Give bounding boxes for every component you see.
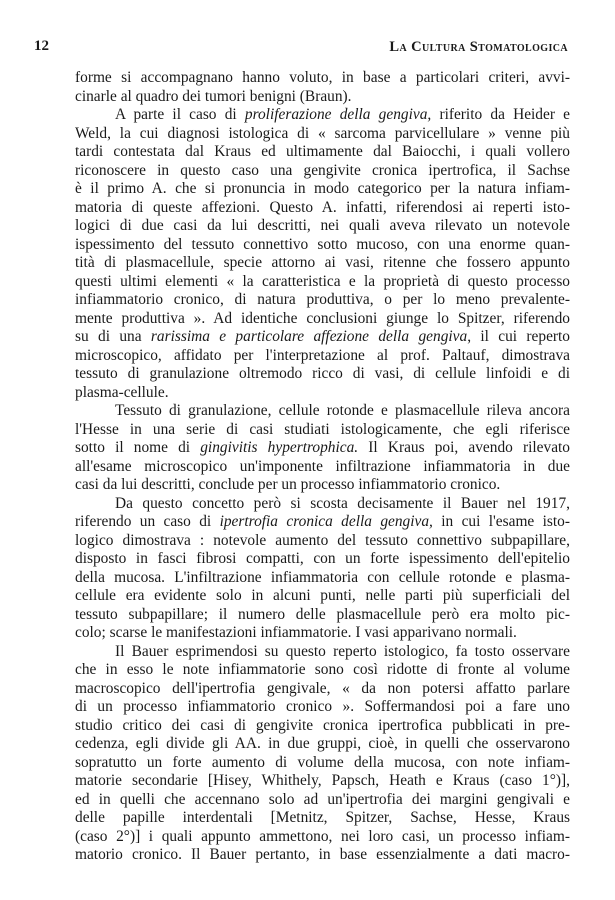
text-line <box>75 680 570 699</box>
text-segment: tità di plasmacellule, specie attorno ai vasi, ritenne che fossero appunto <box>75 254 570 271</box>
text-line <box>75 458 570 477</box>
text-segment: di un processo infiammatorio cronico ». Soffermandosi poi a fare uno <box>75 698 570 715</box>
text-segment: l'Hesse in una serie di casi studiati istologicamente, che egli riferisce <box>75 420 570 438</box>
text-segment: sotto il nome di <box>75 439 201 456</box>
text-segment: A parte il caso di <box>115 106 245 123</box>
text-segment: riferendo un caso di <box>75 513 220 530</box>
text-segment: ed in quelli che accennano solo ad un'ipertrofia dei margini gengivali e <box>75 790 570 808</box>
text-line <box>75 754 570 773</box>
text-line <box>75 143 570 162</box>
text-segment: che in esso le note infiammatorie sono così ridotte di fronte al volume <box>75 661 570 678</box>
text-segment: colo; scarse le manifestazioni infiammatorie. I vasi apparivano normali. <box>75 624 517 641</box>
running-title: La Cultura Stomatologica <box>389 39 568 55</box>
text-segment: tessuto subpapillare; il numero delle plasmacellule però era molto pic- <box>75 605 570 623</box>
text-segment: matorio cronico. Il Bauer pertanto, in base essenzialmente a dati macro- <box>75 846 570 863</box>
text-segment: Tessuto di granulazione, cellule rotonde e plasmacellule rileva ancora <box>115 402 570 419</box>
text-segment: cellule era evidente solo in alcuni punti, nelle parti più superficiali del <box>75 587 570 604</box>
text-segment: tessuto di granulazione oltremodo ricco di vasi, di cellule linfoidi e di <box>75 365 570 382</box>
text-segment: logici di due casi da lui descritti, nei quali aveva rilevato un notevole <box>75 217 570 234</box>
text-segment: all'esame microscopico un'imponente infiltrazione infiammatoria in due <box>75 457 570 475</box>
body-text <box>75 69 570 865</box>
text-segment: microscopico, affidato per l'interpretazione al prof. Paltauf, dimostrava <box>75 346 570 364</box>
text-segment: , il cui reperto <box>467 328 571 345</box>
text-segment: su di una <box>75 328 151 345</box>
text-line <box>75 254 570 273</box>
text-line <box>75 384 570 403</box>
text-segment: Da questo concetto però si scosta decisamente il Bauer nel 1917, <box>115 494 570 512</box>
text-line <box>75 495 570 514</box>
text-line <box>75 606 570 625</box>
text-line <box>75 772 570 791</box>
text-line <box>75 310 570 329</box>
page-number: 12 <box>34 38 49 54</box>
italic-text: ipertrofia cronica della gengiva, <box>219 513 433 530</box>
text-line <box>75 717 570 736</box>
text-line <box>75 106 570 125</box>
text-segment: logico dimostrava : notevole aumento del tessuto connettivo subpapillare, <box>75 531 570 549</box>
text-line <box>75 180 570 199</box>
text-segment: macroscopico dell'ipertrofia gengivale, « da non potersi affatto parlare <box>75 679 570 697</box>
text-segment: delle papille interdentali [Metnitz, Spitzer, Sachse, Hesse, Kraus <box>75 809 570 826</box>
text-segment: in cui l'esame isto- <box>432 513 570 530</box>
text-line <box>75 476 570 495</box>
text-line <box>75 88 570 107</box>
text-line <box>75 828 570 847</box>
text-segment: matorie secondarie [Hisey, Whithely, Papsch, Heath e Kraus (caso 1°)], <box>75 772 570 789</box>
text-line <box>75 199 570 218</box>
text-segment: cedenza, egli divide gli AA. in due gruppi, cioè, in quelli che osservarono <box>75 735 570 752</box>
text-segment: Il Bauer esprimendosi su questo reperto istologico, fa tosto osservare <box>115 642 570 660</box>
text-segment: casi da lui descritti, conclude per un processo infiammatorio cronico. <box>75 476 501 493</box>
text-line <box>75 846 570 865</box>
text-line <box>75 236 570 255</box>
text-line <box>75 69 570 88</box>
text-line <box>75 532 570 551</box>
italic-text: rarissima e particolare affezione della gengiva <box>150 328 468 345</box>
text-segment: è il primo A. che si pronuncia in modo categorico per la natura infiam- <box>75 180 570 197</box>
text-segment: mente produttiva ». Ad identiche conclusioni giunge lo Spitzer, riferendo <box>75 309 570 327</box>
text-line <box>75 217 570 236</box>
italic-text: proliferazione della gengiva, <box>244 106 432 123</box>
text-segment: infiammatorio cronico, di natura produttiva, o per lo meno prevalente- <box>75 291 570 308</box>
text-line <box>75 439 570 458</box>
text-segment: studio critico dei casi di gengivite cronica ipertrofica pubblicati in pre- <box>75 716 570 734</box>
text-segment: della mucosa. L'infiltrazione infiammatoria con cellule rotonde e plasma- <box>75 568 570 586</box>
text-line <box>75 791 570 810</box>
text-line <box>75 273 570 292</box>
text-segment: riconoscere in questo caso una gengivite cronica ipertrofica, il Sachse <box>75 161 570 179</box>
text-segment: plasma-cellule. <box>75 383 169 401</box>
text-line <box>75 421 570 440</box>
italic-text: gingivitis hypertrophica. <box>200 439 359 456</box>
text-line <box>75 402 570 421</box>
text-line <box>75 643 570 662</box>
text-segment: questi ultimi elementi « la caratteristica e la proprietà di questo processo <box>75 272 570 290</box>
text-line <box>75 550 570 569</box>
text-segment: Il Kraus poi, avendo rilevato <box>358 439 570 456</box>
text-line <box>75 328 570 347</box>
text-line <box>75 735 570 754</box>
text-line <box>75 125 570 144</box>
text-segment: forme si accompagnano hanno voluto, in base a particolari criteri, avvi- <box>75 69 570 86</box>
text-line <box>75 624 570 643</box>
text-line <box>75 291 570 310</box>
text-line <box>75 569 570 588</box>
text-segment: cinarle al quadro dei tumori benigni (Braun). <box>75 87 352 105</box>
text-line <box>75 365 570 384</box>
text-segment: ispessimento del tessuto connettivo sotto mucoso, con una enorme quan- <box>75 235 570 253</box>
text-segment: matoria di queste affezioni. Questo A. infatti, riferendosi ai reperti isto- <box>75 198 570 216</box>
page-header <box>34 38 568 58</box>
text-segment: Weld, la cui diagnosi istologica di « sarcoma parvicellulare » venne più <box>75 124 570 142</box>
text-line <box>75 809 570 828</box>
text-segment: (caso 2°)] i quali appunto ammettono, nei loro casi, un processo infiam- <box>75 827 570 845</box>
text-segment: disposto in fasci fibrosi compatti, con un forte ispessimento dell'epitelio <box>75 550 570 567</box>
text-segment: sopratutto un forte aumento di volume della mucosa, con note infiam- <box>75 753 570 771</box>
text-line <box>75 587 570 606</box>
text-segment: tardi contestata dal Kraus ed ultimamente dal Baiocchi, i quali vollero <box>75 143 570 160</box>
text-segment: riferito da Heider e <box>431 106 570 123</box>
text-line <box>75 513 570 532</box>
text-line <box>75 661 570 680</box>
text-line <box>75 698 570 717</box>
text-line <box>75 162 570 181</box>
text-line <box>75 347 570 366</box>
